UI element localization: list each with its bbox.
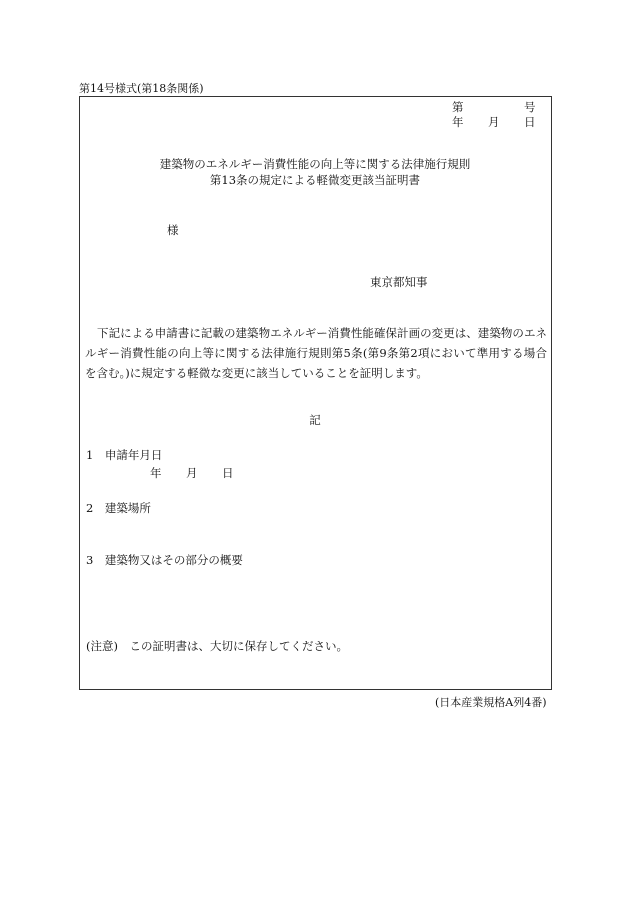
paper-size-note: (日本産業規格A列4番) bbox=[435, 696, 547, 709]
application-year: 年 bbox=[150, 466, 162, 480]
application-month: 月 bbox=[186, 466, 198, 480]
ki-heading: 記 bbox=[309, 413, 321, 427]
item-construction-site: 2 建築場所 bbox=[86, 501, 151, 515]
application-day: 日 bbox=[222, 466, 234, 480]
note: (注意) この証明書は、大切に保存してください。 bbox=[86, 639, 348, 653]
certification-statement bbox=[85, 323, 547, 383]
issue-month: 月 bbox=[488, 115, 500, 129]
issue-year: 年 bbox=[452, 115, 464, 129]
number-prefix: 第 bbox=[452, 100, 464, 114]
form-number: 第14号様式(第18条関係) bbox=[79, 82, 204, 95]
title-line-1: 建築物のエネルギー消費性能の向上等に関する法律施行規則 bbox=[159, 157, 471, 171]
issuer-name: 東京都知事 bbox=[370, 275, 428, 289]
issue-day: 日 bbox=[524, 115, 536, 129]
title-line-2: 第13条の規定による軽微変更該当証明書 bbox=[209, 173, 421, 187]
item-building-overview: 3 建築物又はその部分の概要 bbox=[86, 553, 243, 567]
certification-text: 下記による申請書に記載の建築物エネルギー消費性能確保計画の変更は、建築物のエネルギー消費性能の向上等に関する法律施行規則第5条(第9条第2項において準用する場合を含む。)に規定する軽微な変更に該当していることを証明します。 bbox=[85, 326, 547, 380]
addressee-suffix: 様 bbox=[167, 223, 179, 237]
item-application-date: 1 申請年月日 bbox=[86, 448, 163, 462]
number-suffix: 号 bbox=[524, 100, 536, 114]
